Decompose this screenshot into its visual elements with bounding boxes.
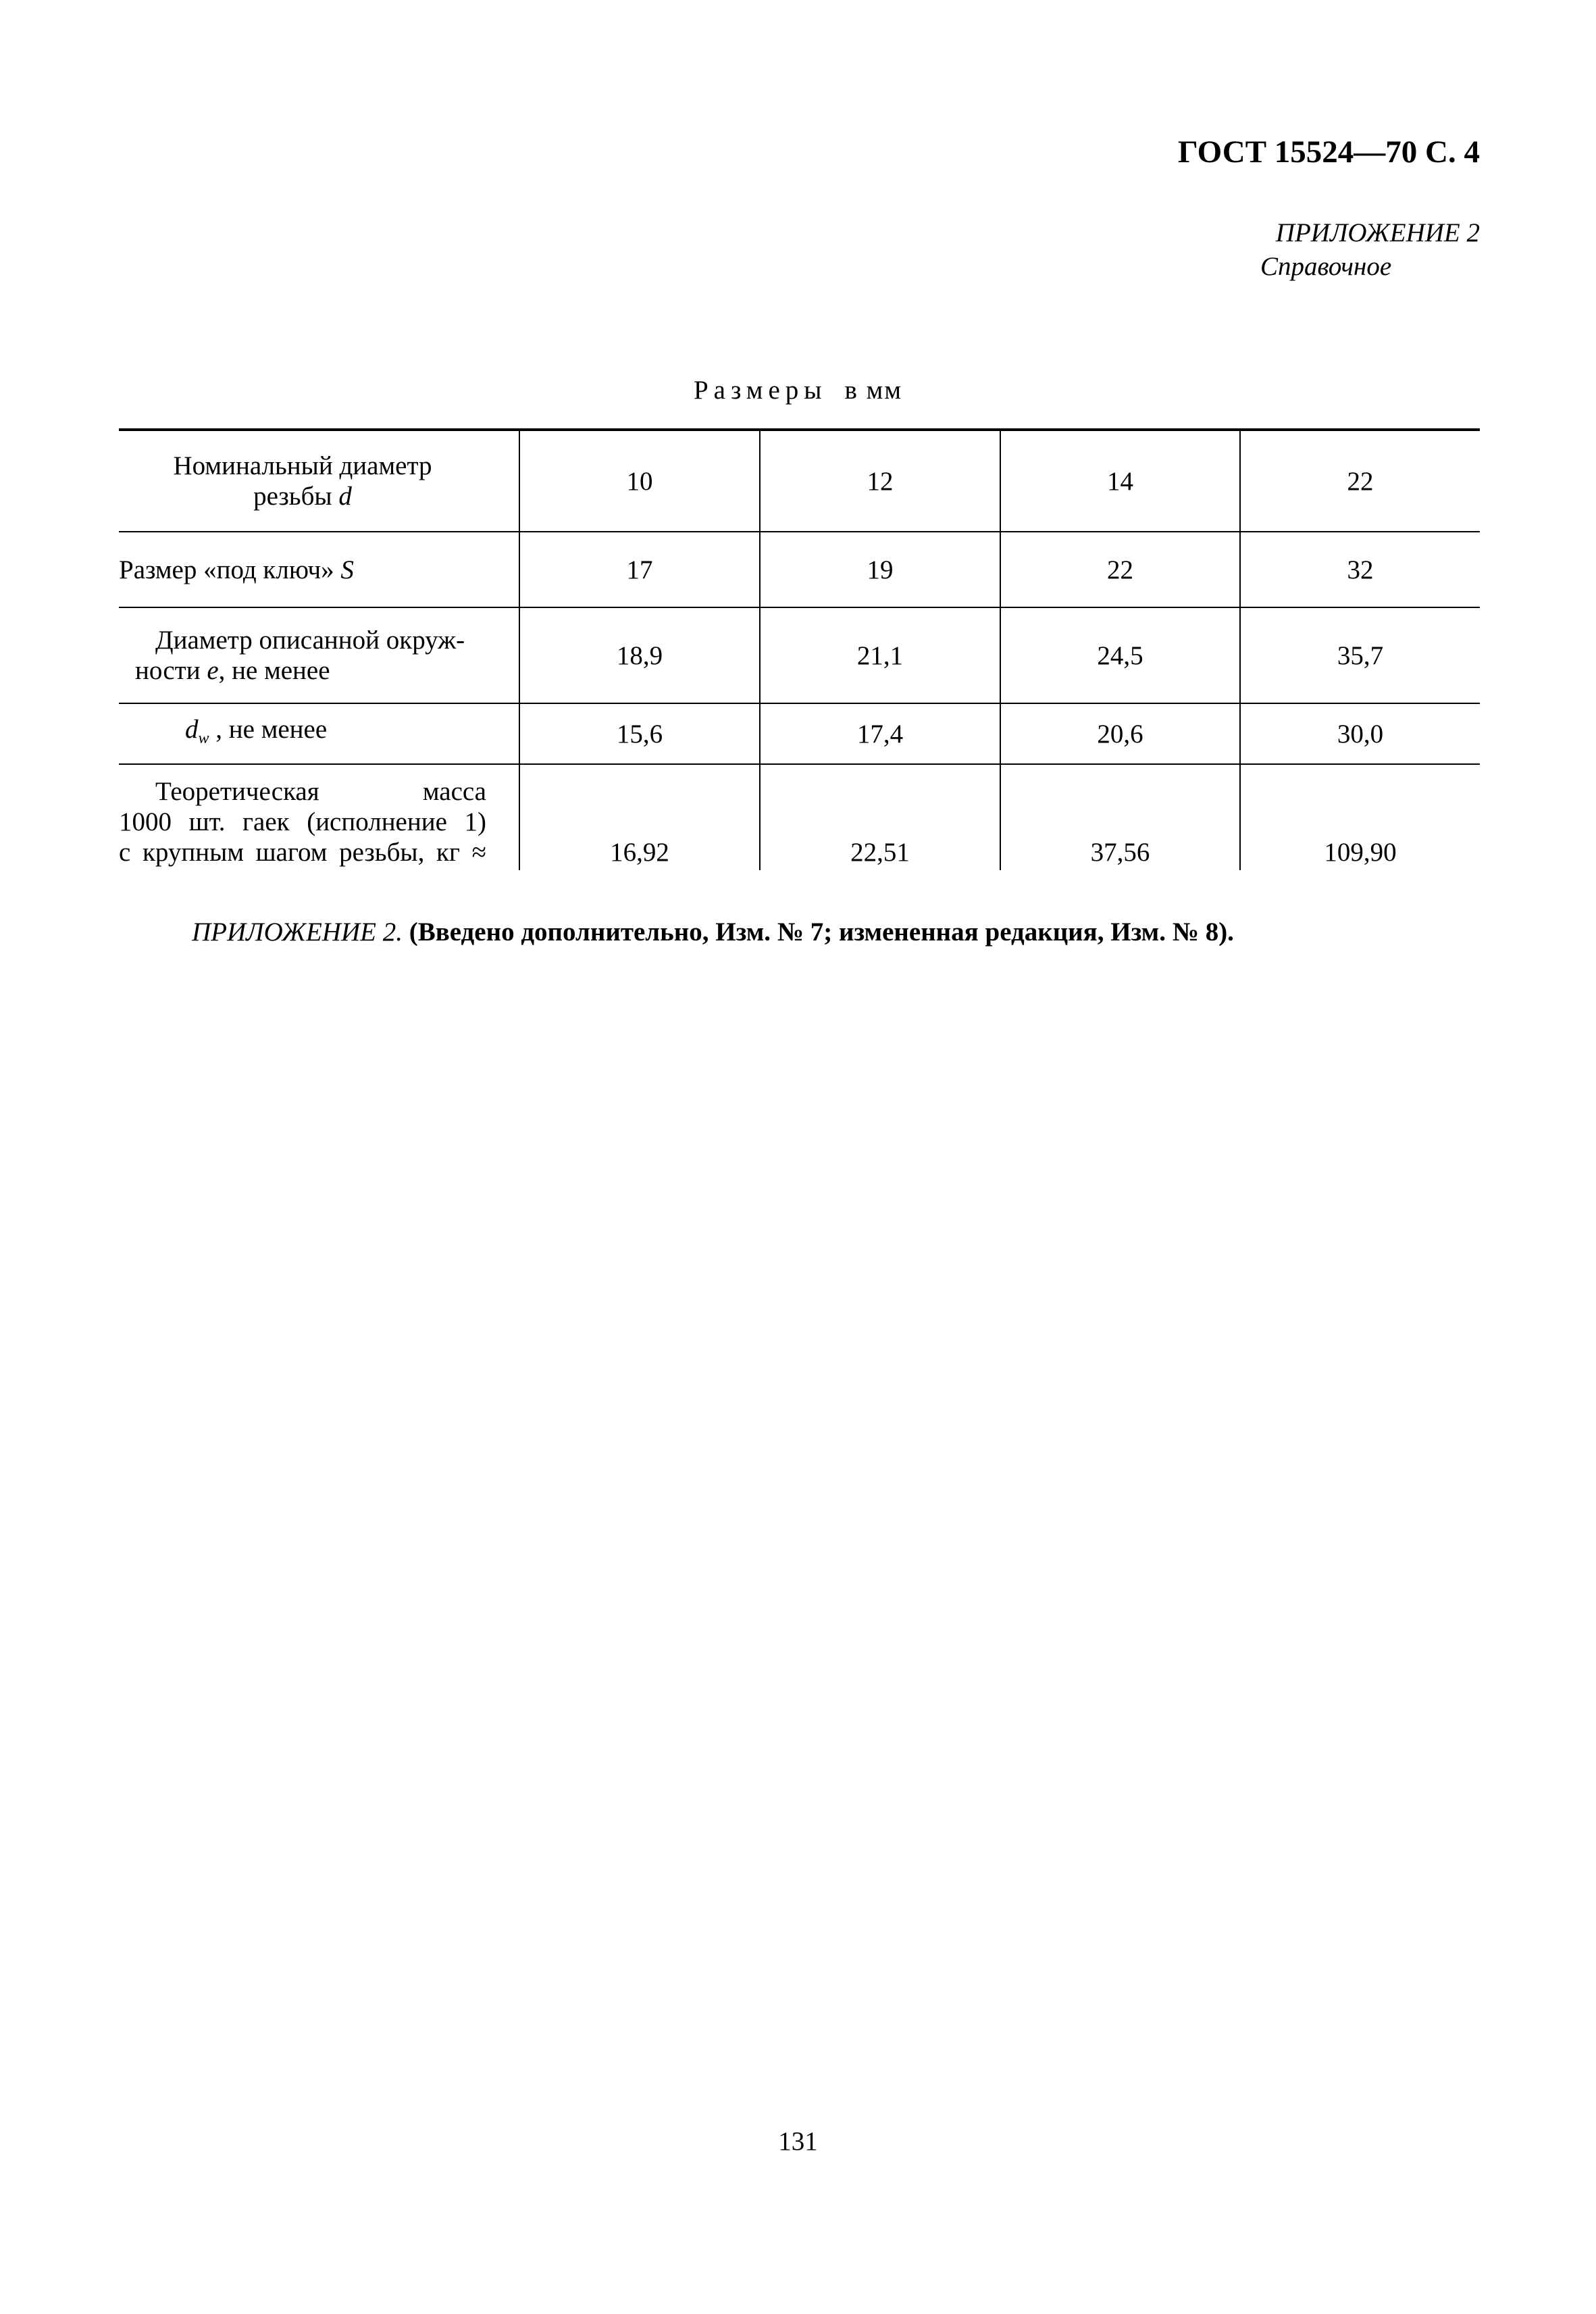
row-label-circumscribed-diameter	[119, 607, 519, 703]
table-caption-text: Размеры	[693, 376, 827, 405]
table-cell: 17,4	[760, 703, 1000, 764]
table-cell: 22,51	[760, 764, 1000, 870]
table-cell: 21,1	[760, 607, 1000, 703]
table-cell: 18,9	[519, 607, 760, 703]
table-cell: 24,5	[1000, 607, 1240, 703]
row-label-line	[135, 655, 486, 686]
row-label-symbol: e	[207, 656, 219, 685]
table-row	[119, 764, 1480, 870]
row-label-bearing-diameter	[119, 703, 519, 764]
table-row	[119, 607, 1480, 703]
table-cell: 35,7	[1240, 607, 1480, 703]
table-cell: 37,56	[1000, 764, 1240, 870]
row-label-nominal-diameter	[119, 430, 519, 532]
row-label-text: ности	[135, 656, 207, 685]
table-cell: 14	[1000, 430, 1240, 532]
appendix-type: Справочное	[1260, 252, 1392, 281]
row-label-theoretical-mass	[119, 764, 519, 870]
table-cell: 17	[519, 532, 760, 607]
standard-code: ГОСТ 15524—70 С. 4	[1177, 134, 1480, 170]
table-cell: 20,6	[1000, 703, 1240, 764]
amendment-note	[192, 917, 1234, 947]
table-cell: 22	[1240, 430, 1480, 532]
appendix-label: ПРИЛОЖЕНИЕ 2	[1275, 218, 1480, 247]
table-cell: 12	[760, 430, 1000, 532]
row-label-line	[119, 481, 486, 511]
row-label-symbol: d	[185, 714, 199, 744]
table-cell: 19	[760, 532, 1000, 607]
amendment-text: (Введено дополнительно, Изм. № 7; измененная редакция, Изм. № 8).	[402, 917, 1234, 947]
table-cell: 109,90	[1240, 764, 1480, 870]
row-label-tail: , не менее	[218, 656, 330, 685]
table-caption	[0, 375, 1596, 405]
row-label-symbol: d	[338, 482, 352, 511]
row-label-wrench-size	[119, 532, 519, 607]
table-cell: 16,92	[519, 764, 760, 870]
table-row	[119, 532, 1480, 607]
table-cell: 32	[1240, 532, 1480, 607]
table-caption-unit: в мм	[844, 376, 903, 405]
table-cell: 10	[519, 430, 760, 532]
row-label-line: с крупным шагом резьбы, кг ≈	[119, 838, 486, 867]
row-label-line: 1000 шт. гаек (исполнение 1)	[119, 807, 486, 836]
amendment-appendix-ref: ПРИЛОЖЕНИЕ 2.	[192, 917, 403, 947]
table-cell: 15,6	[519, 703, 760, 764]
row-label-text: Размер «под ключ»	[119, 555, 341, 584]
row-label-tail: , не менее	[209, 714, 328, 744]
row-label-text: резьбы	[253, 482, 339, 511]
row-label-symbol: S	[340, 555, 354, 584]
row-label-line: Номинальный диаметр	[173, 451, 432, 480]
dimensions-table	[119, 428, 1480, 870]
row-label-subscript: w	[198, 729, 209, 747]
table-cell: 22	[1000, 532, 1240, 607]
row-label-line: Теоретическая масса	[155, 777, 486, 806]
page-number: 131	[778, 2127, 818, 2156]
row-label-line: Диаметр описанной окруж-	[155, 626, 465, 655]
table-row	[119, 430, 1480, 532]
table-cell: 30,0	[1240, 703, 1480, 764]
table-row	[119, 703, 1480, 764]
